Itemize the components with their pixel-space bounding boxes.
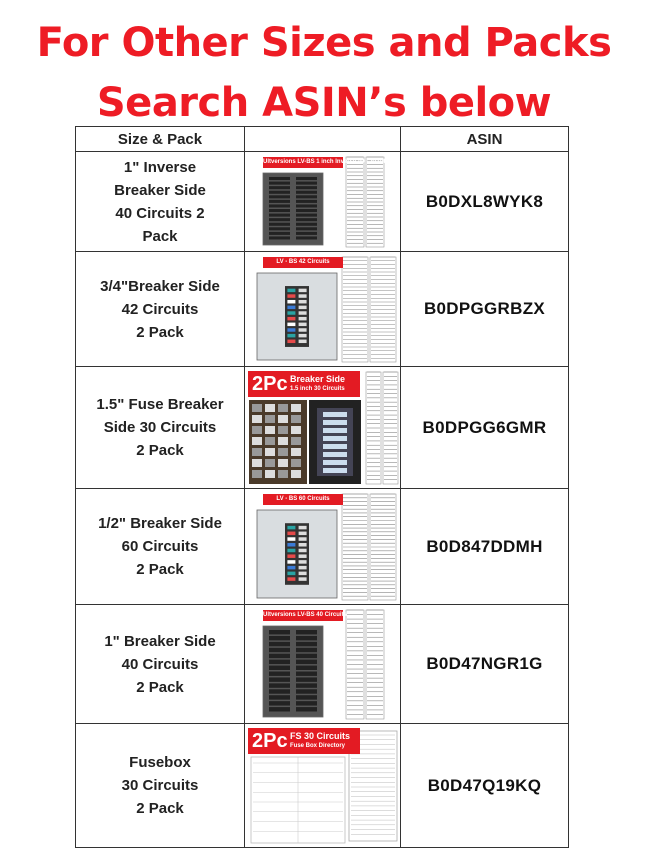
banner-title: FS 30 Circuits bbox=[290, 730, 351, 741]
size-pack-line: 40 Circuits 2 bbox=[115, 204, 205, 222]
size-pack-cell bbox=[76, 367, 245, 489]
product-banner: LV - BS 42 Circuits bbox=[263, 257, 343, 268]
asin-table bbox=[75, 126, 569, 848]
size-pack-cell bbox=[76, 605, 245, 724]
product-thumbnail bbox=[245, 606, 400, 723]
asin-cell: B0DPGG6GMR bbox=[401, 367, 569, 489]
size-pack-line: 1" Breaker Side bbox=[104, 632, 216, 650]
size-pack-line: Pack bbox=[142, 227, 178, 245]
banner-pc: 2Pc bbox=[252, 729, 288, 752]
product-thumbnail bbox=[245, 368, 400, 488]
thumbnail-graphic bbox=[245, 253, 401, 366]
product-thumbnail bbox=[245, 253, 400, 366]
size-pack-line: Side 30 Circuits bbox=[103, 419, 217, 436]
product-image-cell bbox=[245, 252, 401, 367]
size-pack-cell bbox=[76, 724, 245, 848]
headline-line-1: For Other Sizes and Packs bbox=[36, 20, 612, 66]
table-row bbox=[76, 724, 569, 848]
size-pack-line: 1/2" Breaker Side bbox=[98, 515, 222, 532]
product-image-cell bbox=[245, 605, 401, 724]
product-image-cell bbox=[245, 367, 401, 489]
asin-cell: B0DXL8WYK8 bbox=[401, 152, 569, 252]
thumbnail-graphic bbox=[245, 606, 401, 723]
size-pack-cell bbox=[76, 489, 245, 605]
product-image-cell bbox=[245, 489, 401, 605]
product-banner bbox=[248, 728, 360, 754]
asin-cell: B0DPGGRBZX bbox=[401, 252, 569, 367]
headline-line-2: Search ASIN’s below bbox=[96, 80, 552, 126]
asin-cell: B0D47NGR1G bbox=[401, 605, 569, 724]
table-row bbox=[76, 252, 569, 367]
size-pack-line: 2 Pack bbox=[136, 561, 184, 578]
banner-subtitle: Fuse Box Directory bbox=[290, 742, 346, 749]
size-pack-line: 2 Pack bbox=[136, 323, 184, 341]
banner-title: Breaker Side bbox=[290, 373, 346, 384]
asin-cell: B0D847DDMH bbox=[401, 489, 569, 605]
product-banner: LV - BS 60 Circuits bbox=[263, 494, 343, 505]
size-pack-line: 2 Pack bbox=[136, 800, 184, 817]
asin-cell: B0D47Q19KQ bbox=[401, 724, 569, 848]
product-banner: Ultversions LV-BS 40 Circuits bbox=[263, 610, 343, 621]
table-row bbox=[76, 605, 569, 724]
size-pack-line: 40 Circuits bbox=[121, 655, 199, 673]
size-pack-line: 1" Inverse bbox=[123, 158, 197, 176]
size-pack-line: 2 Pack bbox=[136, 442, 184, 459]
size-pack-line: Breaker Side bbox=[114, 181, 206, 199]
size-pack-line: 2 Pack bbox=[136, 678, 184, 696]
thumbnail-graphic bbox=[245, 490, 401, 604]
header-asin: ASIN bbox=[401, 127, 569, 152]
size-pack-line: 30 Circuits bbox=[121, 777, 199, 794]
table-header-row bbox=[76, 127, 569, 152]
size-pack-line: 1.5" Fuse Breaker bbox=[96, 396, 224, 413]
size-pack-cell bbox=[76, 252, 245, 367]
product-thumbnail bbox=[245, 490, 400, 604]
size-pack-line: Fusebox bbox=[129, 754, 191, 771]
size-pack-line: 3/4"Breaker Side bbox=[100, 277, 220, 295]
table-row bbox=[76, 367, 569, 489]
size-pack-line: 60 Circuits bbox=[121, 538, 199, 555]
product-image-cell bbox=[245, 152, 401, 252]
product-thumbnail bbox=[245, 725, 400, 847]
product-image-cell bbox=[245, 724, 401, 848]
size-pack-cell bbox=[76, 152, 245, 252]
table-row bbox=[76, 152, 569, 252]
product-thumbnail bbox=[245, 153, 400, 251]
product-banner: Ultversions LV-BS 1 inch Inverse 40 Circuits bbox=[263, 157, 343, 168]
header-size-pack: Size & Pack bbox=[76, 127, 245, 152]
header-image bbox=[245, 127, 401, 152]
table-row bbox=[76, 489, 569, 605]
size-pack-line: 42 Circuits bbox=[121, 300, 199, 318]
banner-pc: 2Pc bbox=[252, 372, 288, 395]
banner-subtitle: 1.5 inch 30 Circuits bbox=[290, 385, 345, 392]
product-banner bbox=[248, 371, 360, 397]
